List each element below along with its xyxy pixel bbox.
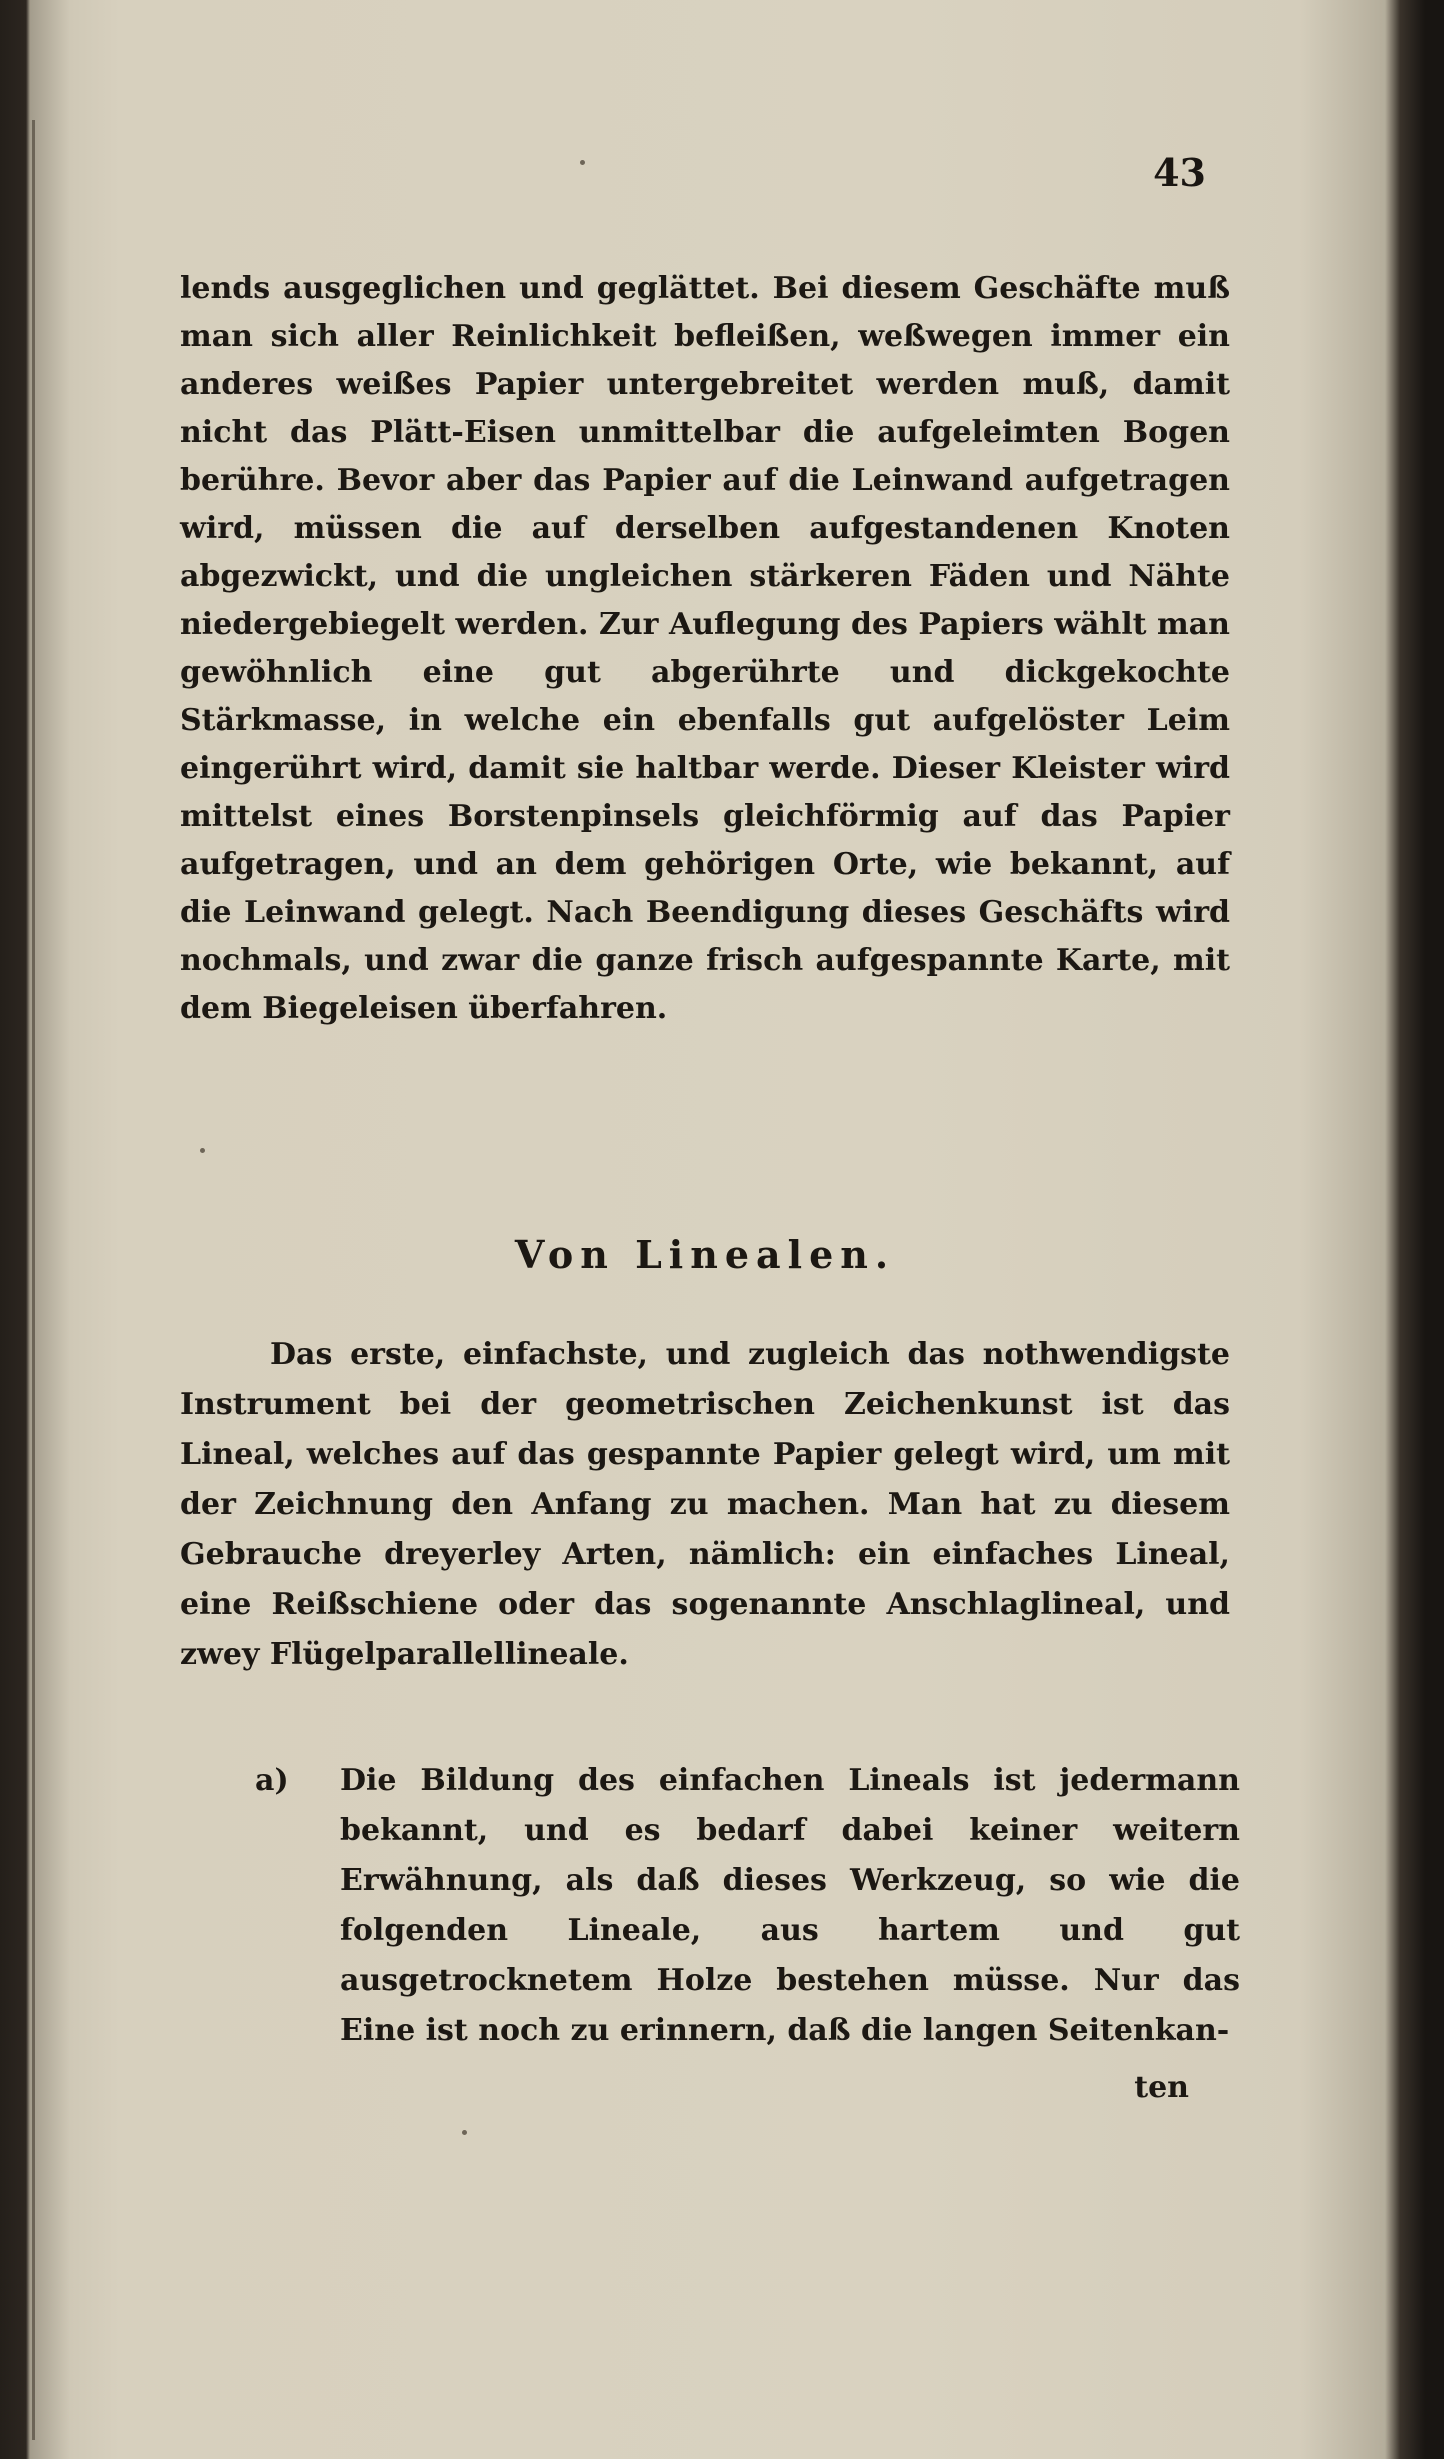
binding-edge	[32, 120, 35, 2440]
catchword: ten	[1134, 2070, 1189, 2105]
paper-speck	[462, 2130, 467, 2135]
list-item-a	[255, 1756, 1240, 2056]
paragraph-lineal-intro: Das erste, einfachste, und zugleich das nothwendigste Instrument bei der geometrischen Zeichenkunst ist das Lineal, welches auf das gespannte Papier gelegt wird, um mit der Zeichnung den Anfang zu machen. Man hat zu diesem Gebrauche dreyerley Arten, nämlich: ein einfaches Lineal, eine Reißschiene oder das sogenannte Anschlaglineal, und zwey Flügelparallellineale.	[180, 1337, 1230, 1672]
paragraph-continued: lends ausgeglichen und geglättet. Bei diesem Geschäfte muß man sich aller Reinlichkeit befleißen, weßwegen immer ein anderes weißes Papier untergebreitet werden muß, damit nicht das Plätt-Eisen unmittelbar die aufgeleimten Bogen berühre. Bevor aber das Papier auf die Leinwand aufgetragen wird, müssen die auf derselben aufgestandenen Knoten abgezwickt, und die ungleichen stärkeren Fäden und Nähte niedergebiegelt werden. Zur Auflegung des Papiers wählt man gewöhnlich eine gut abgerührte und dickgekochte Stärkmasse, in welche ein ebenfalls gut aufgelöster Leim eingerührt wird, damit sie haltbar werde. Dieser Kleister wird mittelst eines Borstenpinsels gleichförmig auf das Papier aufgetragen, und an dem gehörigen Orte, wie bekannt, auf die Leinwand gelegt. Nach Beendigung dieses Geschäfts wird nochmals, und zwar die ganze frisch aufgespannte Karte, mit dem Biegeleisen überfahren.	[180, 271, 1230, 1026]
page-number: 43	[1153, 150, 1206, 195]
list-item-a-text: Die Bildung des einfachen Lineals ist jedermann bekannt, und es bedarf dabei keiner weitern Erwähnung, als daß dieses Werkzeug, so wie die folgenden Lineale, aus hartem und gut ausgetrocknetem Holze bestehen müsse. Nur das Eine ist noch zu erinnern, daß die langen Seitenkan-	[340, 1763, 1240, 2048]
section-heading: Von Linealen.	[514, 1231, 896, 1277]
list-marker-a: a)	[255, 1763, 289, 1798]
paper-speck	[200, 1148, 205, 1153]
paper-speck	[580, 160, 585, 165]
